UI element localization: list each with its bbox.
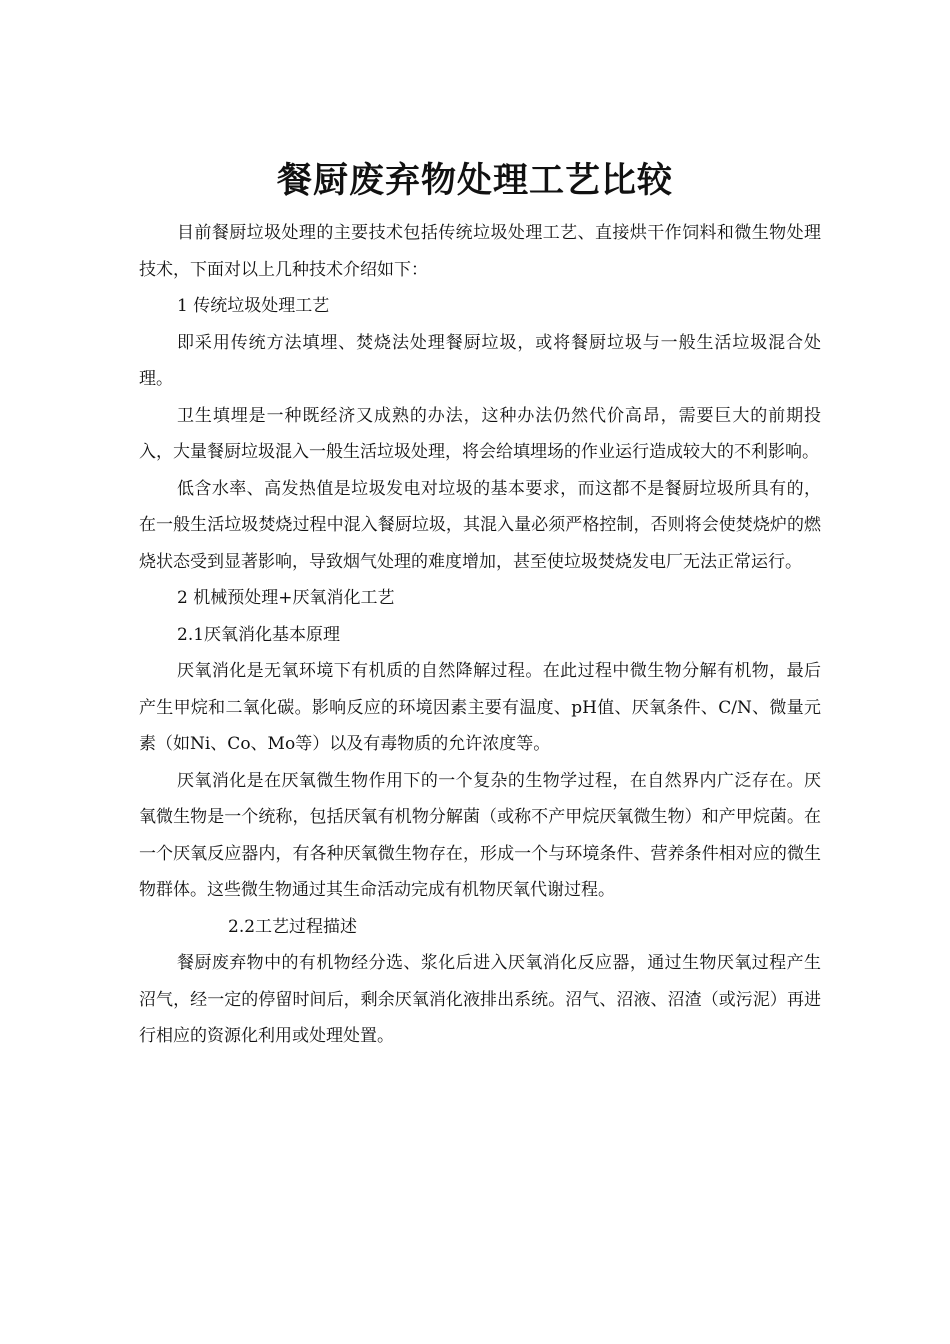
subsection-2-1-paragraph-2: 厌氧消化是在厌氧微生物作用下的一个复杂的生物学过程，在自然界内广泛存在。厌氧微生物是一个统称，包括厌氧有机物分解菌（或称不产甲烷厌氧微生物）和产甲烷菌。在一个厌氧反应器内，有各种厌氧微生物存在，形成一个与环境条件、营养条件相对应的微生物群体。这些微生物通过其生命活动完成有机物厌氧代谢过程。: [139, 770, 821, 900]
section-heading-1: 1 传统垃圾处理工艺: [177, 296, 330, 316]
subsection-2-2-paragraph-1: 餐厨废弃物中的有机物经分选、浆化后进入厌氧消化反应器，通过生物厌氧过程产生沼气，经一定的停留时间后，剩余厌氧消化液排出系统。沼气、沼液、沼渣（或污泥）再进行相应的资源化利用或处理处置。: [139, 953, 821, 1046]
subsection-heading-2-2: 2.2工艺过程描述: [228, 916, 358, 937]
page-title: 餐厨废弃物处理工艺比较: [276, 160, 673, 202]
section-1-paragraph-2: 卫生填埋是一种既经济又成熟的办法，这种办法仍然代价高昂，需要巨大的前期投入，大量餐厨垃圾混入一般生活垃圾处理，将会给填埋场的作业运行造成较大的不利影响。: [139, 405, 821, 462]
section-1-paragraph-3: 低含水率、高发热值是垃圾发电对垃圾的基本要求，而这都不是餐厨垃圾所具有的，在一般生活垃圾焚烧过程中混入餐厨垃圾，其混入量必须严格控制，否则将会使焚烧炉的燃烧状态受到显著影响，导致烟气处理的难度增加，甚至使垃圾焚烧发电厂无法正常运行。: [139, 478, 821, 572]
document-body: [139, 215, 821, 1055]
section-1-paragraph-1: 即采用传统方法填埋、焚烧法处理餐厨垃圾，或将餐厨垃圾与一般生活垃圾混合处理。: [139, 332, 821, 389]
section-heading-2: 2 机械预处理+厌氧消化工艺: [177, 588, 395, 608]
subsection-heading-2-1: 2.1厌氧消化基本原理: [177, 624, 341, 645]
subsection-2-1-paragraph-1: 厌氧消化是无氧环境下有机质的自然降解过程。在此过程中微生物分解有机物，最后产生甲烷和二氧化碳。影响反应的环境因素主要有温度、pH值、厌氧条件、C/N、微量元素（如Ni、Co、Mo等）以及有毒物质的允许浓度等。: [139, 661, 821, 754]
intro-paragraph: 目前餐厨垃圾处理的主要技术包括传统垃圾处理工艺、直接烘干作饲料和微生物处理技术，下面对以上几种技术介绍如下：: [139, 223, 821, 280]
